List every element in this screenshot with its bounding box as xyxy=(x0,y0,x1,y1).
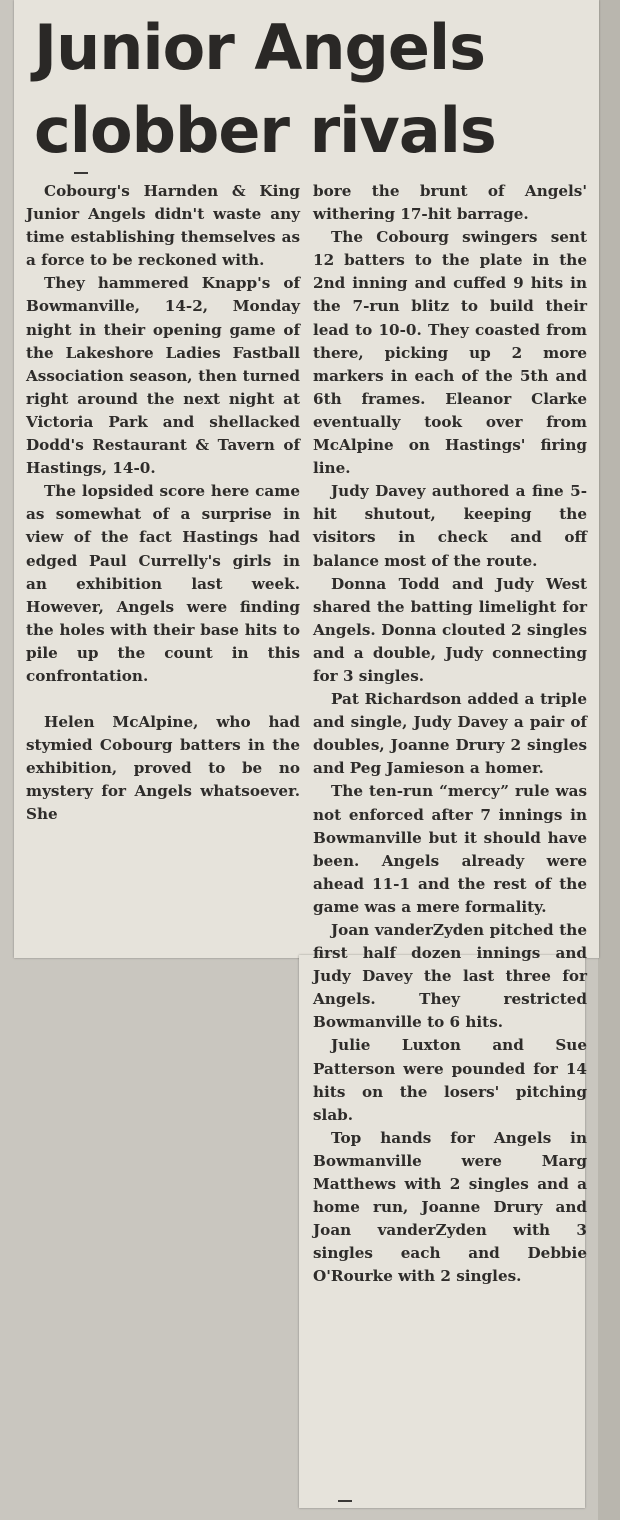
paragraph: bore the brunt of Angels' withering 17-hit barrage. xyxy=(313,182,587,224)
paragraph: Donna Todd and Judy West shared the batting limelight for Angels. Donna clouted 2 singles and a double, Judy connecting for 3 singles. xyxy=(313,574,587,685)
paragraph: Judy Davey authored a fine 5-hit shutout, keeping the visitors in check and off balance most of the route. xyxy=(313,482,587,570)
paragraph: Joan vanderZyden pitched the first half dozen innings and Judy Davey the last three for Angels. They restricted Bowmanville to 6 hits. xyxy=(313,921,587,1032)
background-strip xyxy=(598,0,620,1520)
paragraph: The ten-run “mercy” rule was not enforced after 7 innings in Bowmanville but it should have been. Angels already were ahead 11-1 and the rest of the game was a mere formality. xyxy=(313,782,587,916)
article-left-column xyxy=(26,180,300,827)
paragraph: Top hands for Angels in Bowmanville were Marg Matthews with 2 singles and a home run, Joanne Drury and Joan vanderZyden with 3 singles each and Debbie O'Rourke with 2 singles. xyxy=(313,1128,587,1286)
paragraph: Helen McAlpine, who had stymied Cobourg batters in the exhibition, proved to be no mystery for Angels whatsoever. She xyxy=(26,713,300,824)
paragraph: The lopsided score here came as somewhat of a surprise in view of the fact Hastings had edged Paul Currelly's girls in an exhibition last week. However, Angels were finding the holes with their base hits to pile up the count in this confrontation. xyxy=(26,482,300,685)
separator-mark xyxy=(338,1500,352,1502)
article-right-column xyxy=(313,180,587,1289)
paragraph: They hammered Knapp's of Bowmanville, 14-2, Monday night in their opening game of the Lakeshore Ladies Fastball Association season, then turned right around the next night at Victoria Park and shellacked Dodd's Restaurant & Tavern of Hastings, 14-0. xyxy=(26,274,300,478)
paragraph: Julie Luxton and Sue Patterson were pounded for 14 hits on the losers' pitching slab. xyxy=(313,1036,587,1124)
paragraph: Cobourg's Harnden & King Junior Angels didn't waste any time establishing themselves as a force to be reckoned with. xyxy=(26,182,300,270)
paragraph: Pat Richardson added a triple and single, Judy Davey a pair of doubles, Joanne Drury 2 singles and Peg Jamieson a homer. xyxy=(313,690,587,778)
headline: Junior Angels clobber rivals xyxy=(34,11,496,167)
paragraph: The Cobourg swingers sent 12 batters to the plate in the 2nd inning and cuffed 9 hits in the 7-run blitz to build their lead to 10-0. They coasted from there, picking up 2 more markers in each of the 5th and 6th frames. Eleanor Clarke eventually took over from McAlpine on Hastings' firing line. xyxy=(313,228,587,478)
separator-mark xyxy=(74,172,88,174)
